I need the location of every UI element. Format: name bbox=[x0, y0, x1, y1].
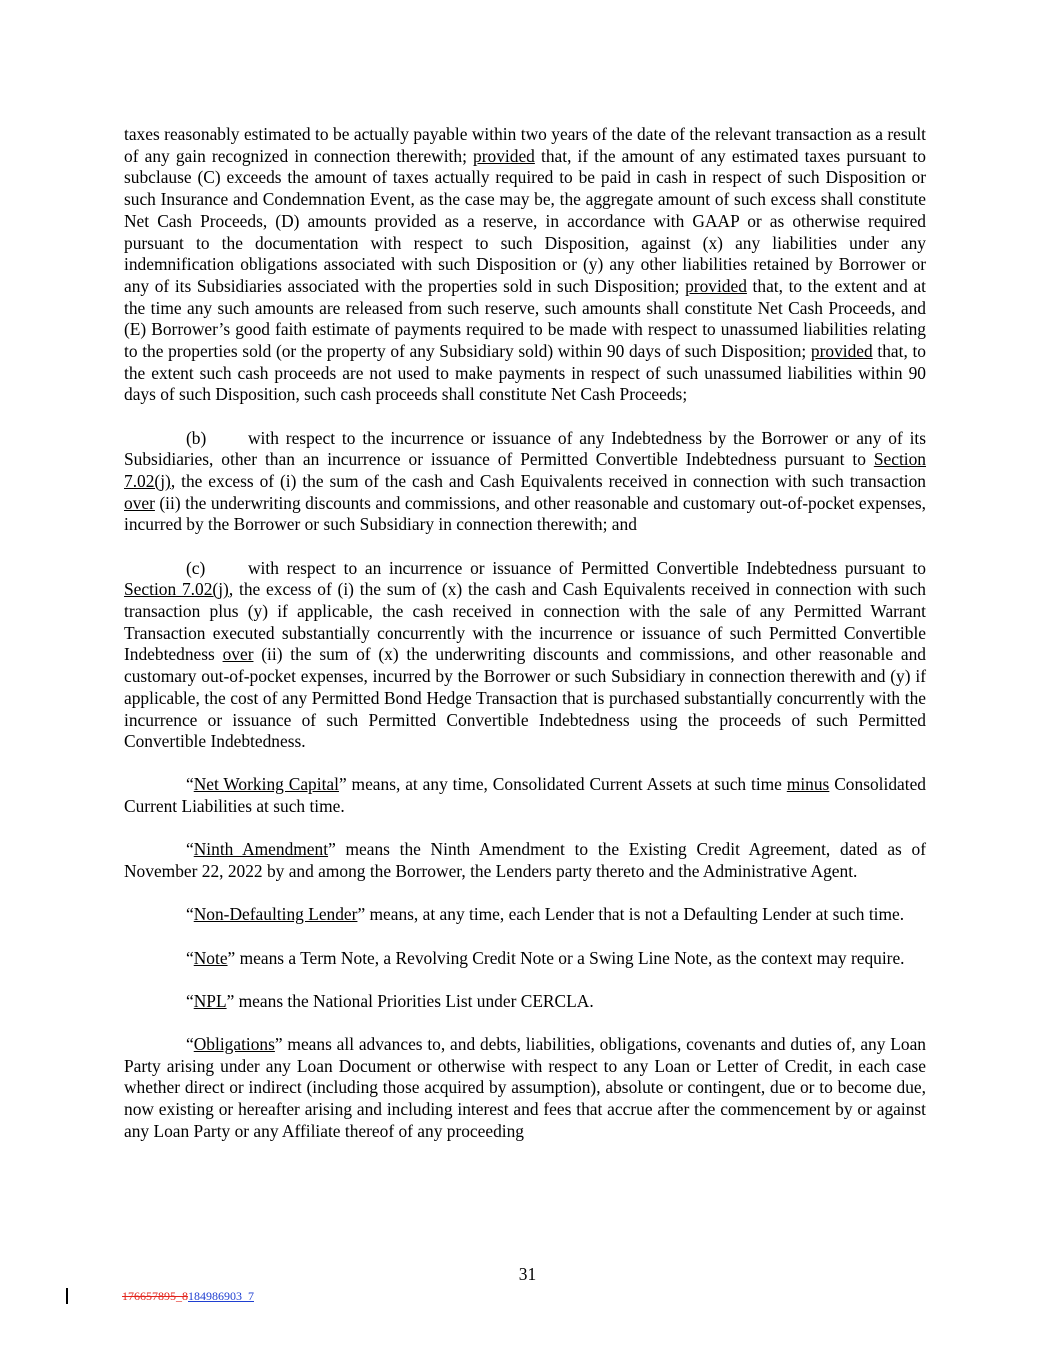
section-reference: Section 7.02(j) bbox=[124, 449, 926, 492]
open-quote: “ bbox=[186, 947, 194, 968]
paragraph-text: (ii) the sum of (x) the underwriting discounts and commissions, and other reasonable and customary out-of-pocket expenses, incurred by the Borrower or such Subsidiary in connection therewith and (y) if applicable, the cost of any Permitted Bond Hedge Transaction that is purchased substantially concurrently with the incurrence or issuance of such Permitted Convertible Indebtedness using the proceeds of such Permitted Convertible Indebtedness. bbox=[124, 644, 926, 752]
underlined-term-provided: provided bbox=[473, 145, 535, 166]
open-quote: “ bbox=[186, 904, 194, 925]
open-quote: “ bbox=[186, 1033, 194, 1054]
paragraph-text: taxes reasonably estimated to be actually payable within two years of the date of the relevant transaction as a result of any gain recognized in connection therewith; bbox=[124, 124, 926, 166]
open-quote: “ bbox=[186, 774, 194, 795]
paragraph-text: with respect to the incurrence or issuance of any Indebtedness by the Borrower or any of its Subsidiaries, other than an incurrence or issuance of Permitted Convertible Indebtedness pursuant to bbox=[124, 427, 926, 470]
defined-term: Note bbox=[193, 947, 228, 968]
paragraph-text: ” means, at any time, each Lender that is not a Defaulting Lender at such time. bbox=[357, 904, 905, 925]
clause-c bbox=[124, 558, 926, 753]
underlined-term-over: over bbox=[222, 644, 254, 665]
defined-term: Net Working Capital bbox=[193, 774, 339, 795]
document-body bbox=[124, 124, 926, 1164]
definition-ninth-amendment bbox=[124, 839, 926, 882]
defined-term: Obligations bbox=[193, 1033, 275, 1054]
clause-b bbox=[124, 428, 926, 537]
paragraph-text: with respect to an incurrence or issuance of Permitted Convertible Indebtedness pursuant to bbox=[248, 557, 926, 578]
definition-note bbox=[124, 948, 926, 970]
underlined-term-minus: minus bbox=[786, 774, 830, 795]
defined-term: Non-Defaulting Lender bbox=[193, 904, 358, 925]
paragraph-text: Consolidated Current Liabilities at such time. bbox=[124, 774, 926, 817]
paragraph-text: that, to the extent and at the time any such amounts are released from such reserve, such amounts shall constitute Net Cash Proceeds, and (E) Borrower’s good faith estimate of payments required to be made with respect to unassumed liabilities relating to the properties sold (or the property of any Subsidiary sold) within 90 days of such Disposition; bbox=[124, 275, 926, 362]
definition-net-working-capital bbox=[124, 774, 926, 817]
paragraph-net-cash-proceeds-continued bbox=[124, 124, 926, 406]
definition-obligations bbox=[124, 1034, 926, 1143]
definition-non-defaulting-lender bbox=[124, 904, 926, 926]
underlined-term-over: over bbox=[124, 492, 155, 513]
defined-term: Ninth Amendment bbox=[193, 839, 329, 860]
paragraph-text: that, to the extent such cash proceeds are not used to make payments in respect of such unassumed liabilities within 90 days of such Disposition, such cash proceeds shall constitute Net Cash Proceeds; bbox=[124, 341, 926, 405]
paragraph-text: ” means the Ninth Amendment to the Existing Credit Agreement, dated as of November 22, 2022 by and among the Borrower, the Lenders party thereto and the Administrative Agent. bbox=[124, 839, 926, 882]
clause-label: (c) bbox=[186, 557, 206, 578]
section-reference: Section 7.02(j) bbox=[124, 579, 229, 600]
page-number: 31 bbox=[518, 1264, 537, 1284]
paragraph-text: ” means, at any time, Consolidated Current Assets at such time bbox=[338, 774, 787, 795]
paragraph-text: that, if the amount of any estimated taxes pursuant to subclause (C) exceeds the amount of taxes actually required to be paid in cash in respect of such Disposition or such Insurance and Condemnation Event, as the case may be, the aggregate amount of such excess shall constitute Net Cash Proceeds, (D) amounts provided as a reserve, in accordance with GAAP or as otherwise required pursuant to the documentation with respect to such Disposition, against (x) any liabilities under any indemnification obligations associated with such Disposition or (y) any other liabilities retained by Borrower or any of its Subsidiaries associated with the properties sold in such Disposition; bbox=[124, 145, 926, 296]
defined-term: NPL bbox=[193, 990, 227, 1011]
paragraph-text: (ii) the underwriting discounts and commissions, and other reasonable and customary out-of-pocket expenses, incurred by the Borrower or such Subsidiary in connection therewith; and bbox=[124, 492, 926, 535]
paragraph-text: , the excess of (i) the sum of the cash and Cash Equivalents received in connection with such transaction bbox=[170, 471, 926, 492]
revision-change-bar bbox=[66, 1288, 68, 1304]
definition-npl bbox=[124, 991, 926, 1013]
paragraph-text: ” means all advances to, and debts, liabilities, obligations, covenants and duties of, any Loan Party arising under any Loan Document or otherwise with respect to any Loan or Letter of Credit, in each case whether direct or indirect (including those acquired by assumption), absolute or contingent, due or to become due, now existing or hereafter arising and including interest and fees that accrue after the commencement by or against any Loan Party or any Affiliate thereof of any proceeding bbox=[124, 1033, 926, 1141]
open-quote: “ bbox=[186, 839, 194, 860]
underlined-term-provided: provided bbox=[685, 275, 747, 296]
paragraph-text: , the excess of (i) the sum of (x) the cash and Cash Equivalents received in connection with such transaction plus (y) if applicable, the cash received in connection with the sale of any Permitted Warrant Transaction executed substantially concurrently with the incurrence or issuance of such Permitted Convertible Indebtedness bbox=[124, 579, 926, 665]
document-id bbox=[122, 1289, 254, 1304]
document-id-deleted: 176657895_8 bbox=[122, 1289, 188, 1303]
paragraph-text: ” means a Term Note, a Revolving Credit Note or a Swing Line Note, as the context may require. bbox=[227, 947, 905, 968]
clause-label: (b) bbox=[186, 427, 207, 448]
underlined-term-provided: provided bbox=[810, 341, 873, 362]
document-id-inserted: 184986903_7 bbox=[188, 1289, 254, 1303]
open-quote: “ bbox=[186, 990, 194, 1011]
paragraph-text: ” means the National Priorities List under CERCLA. bbox=[226, 990, 594, 1011]
